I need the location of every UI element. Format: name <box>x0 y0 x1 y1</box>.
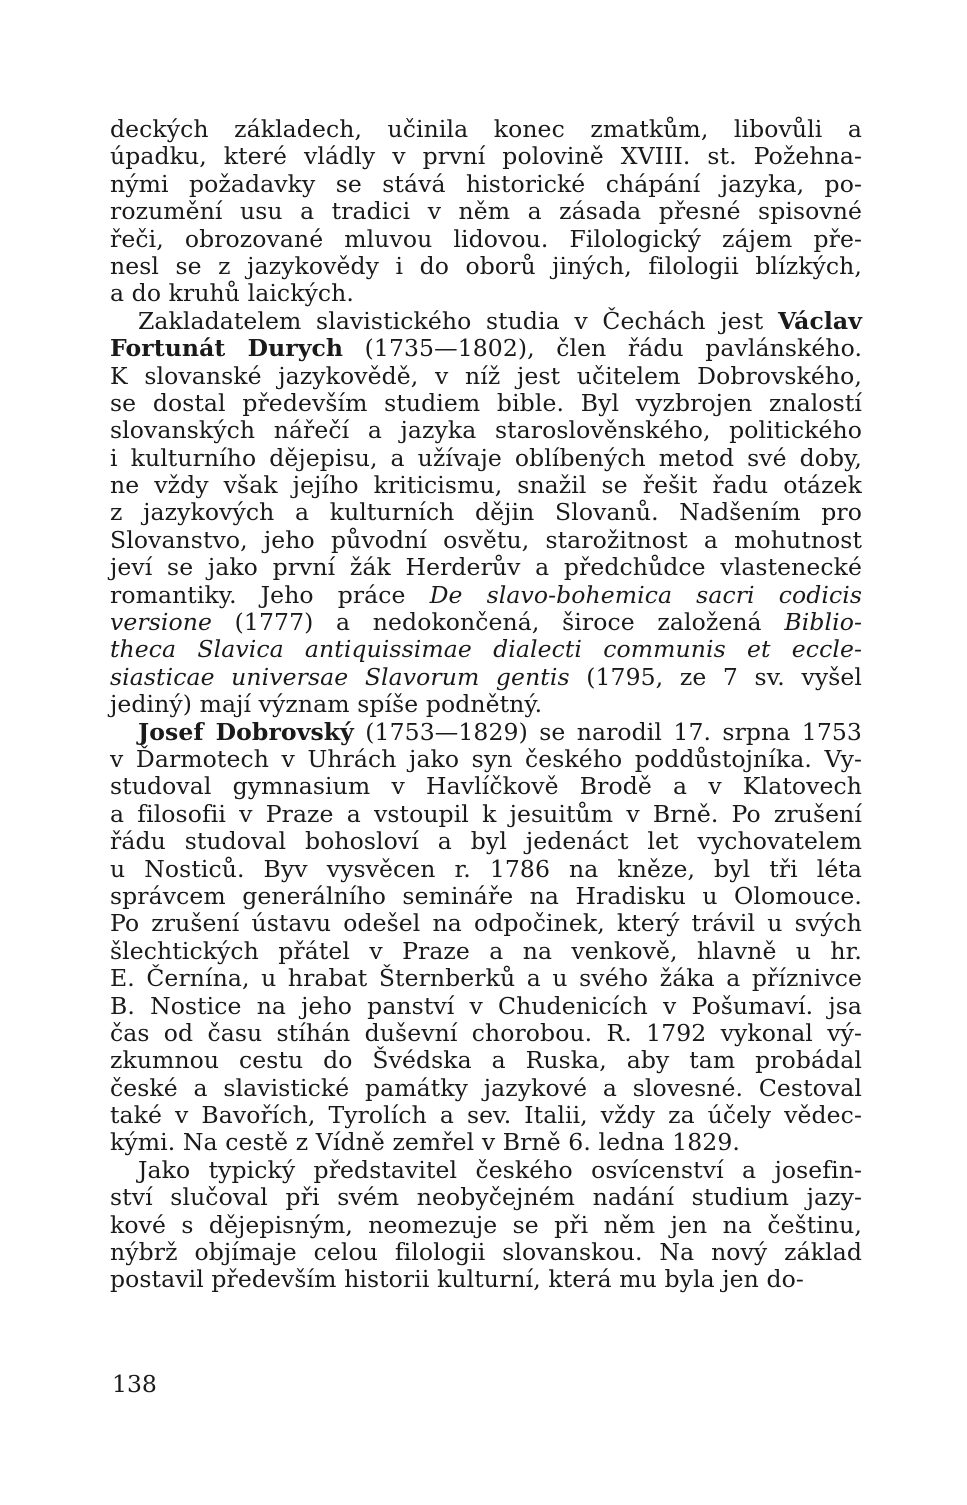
text-run: nesl se z jazykovědy i do oborů jiných, filologii blízkých, <box>110 251 862 280</box>
text-run: řeči, obrozované mluvou lidovou. Filologický zájem pře- <box>110 224 862 253</box>
paragraph <box>110 719 862 1157</box>
bold-name: Fortunát Durych <box>110 334 344 363</box>
italic-title: De slavo-bohemica sacri codicis <box>429 580 862 609</box>
paragraph <box>110 308 862 719</box>
text-line <box>110 171 862 198</box>
page-number: 138 <box>112 1370 157 1398</box>
text-run: K slovanské jazykovědě, v níž jest učitelem Dobrovského, <box>110 361 862 390</box>
text-line <box>110 417 862 444</box>
text-line <box>110 1266 862 1293</box>
text-run: deckých základech, učinila konec zmatkům, libovůli a <box>110 115 862 143</box>
text-line <box>110 445 862 472</box>
text-run: Po zrušení ústavu odešel na odpočinek, který trávil u svých <box>110 909 862 938</box>
text-line <box>110 1129 862 1156</box>
text-run: E. Černína, u hrabat Šternberků a u svého žáka a příznivce <box>110 964 862 993</box>
text-line <box>110 1020 862 1047</box>
text-run: řádu studoval bohosloví a byl jedenáct let vychovatelem <box>110 827 862 856</box>
text-line <box>110 910 862 937</box>
text-run: romantiky. Jeho práce <box>110 580 430 609</box>
bold-name: Václav <box>777 306 862 335</box>
text-run: čas od času stíhán duševní chorobou. R. 1792 vykonal vý- <box>110 1018 862 1047</box>
text-run: (1777) a nedokončená, široce založená <box>211 608 785 637</box>
text-line <box>110 691 862 718</box>
text-run: správcem generálního semináře na Hradisku u Olomouce. <box>110 881 862 910</box>
text-line <box>110 253 862 280</box>
text-run: (1795, ze 7 sv. vyšel <box>569 662 862 691</box>
text-line <box>110 1102 862 1129</box>
text-run: také v Bavořích, Tyrolích a sev. Italii, vždy za účely vědec- <box>110 1101 862 1130</box>
text-line <box>110 1239 862 1266</box>
text-run: zkumnou cestu do Švédska a Ruska, aby tam probádal <box>110 1046 862 1075</box>
text-run: a filosofii v Praze a vstoupil k jesuitům v Brně. Po zrušení <box>110 799 862 828</box>
text-line <box>110 828 862 855</box>
text-run: jediný) mají význam spíše podnětný. <box>110 690 543 719</box>
text-line <box>110 1184 862 1211</box>
text-line <box>110 773 862 800</box>
text-run: nýbrž objímaje celou filologii slovanskou. Na nový základ <box>110 1238 862 1267</box>
bold-name: Josef Dobrovský <box>138 717 354 746</box>
text-line <box>110 719 862 746</box>
body-text <box>110 116 862 1294</box>
text-run: úpadku, které vládly v první polovině XVIII. st. Požehna- <box>110 142 862 171</box>
text-line <box>110 335 862 362</box>
text-line <box>110 1047 862 1074</box>
text-line <box>110 883 862 910</box>
text-line <box>110 993 862 1020</box>
text-run: i kulturního dějepisu, a užívaje oblíbených metod své doby, <box>110 443 862 472</box>
text-run: jeví se jako první žák Herderův a předchůdce vlastenecké <box>110 553 862 582</box>
text-run: ství slučoval při svém neobyčejném nadání studium jazy- <box>110 1183 862 1212</box>
text-line <box>110 801 862 828</box>
italic-title: siasticae universae Slavorum gentis <box>110 662 570 691</box>
text-run: u Nosticů. Byv vysvěcen r. 1786 na kněze, byl tři léta <box>110 854 862 883</box>
text-line <box>110 1075 862 1102</box>
text-run: šlechtických přátel v Praze a na venkově, hlavně u hr. <box>110 936 862 965</box>
text-run: v Ďarmotech v Uhrách jako syn českého poddůstojníka. Vy- <box>110 744 862 773</box>
text-run: z jazykových a kulturních dějin Slovanů. Nadšením pro <box>110 498 862 527</box>
text-line <box>110 746 862 773</box>
text-line <box>110 308 862 335</box>
text-line <box>110 390 862 417</box>
text-line <box>110 363 862 390</box>
text-run: slovanských nářečí a jazyka staroslověnského, politického <box>110 416 862 445</box>
text-run: a do kruhů laických. <box>110 279 354 308</box>
text-line <box>110 1157 862 1184</box>
text-line <box>110 554 862 581</box>
text-line <box>110 636 862 663</box>
text-run: Jako typický představitel českého osvícenství a josefin- <box>138 1155 862 1184</box>
text-run: (1753—1829) se narodil 17. srpna 1753 <box>353 717 862 746</box>
text-line <box>110 226 862 253</box>
text-run: nými požadavky se stává historické chápání jazyka, po- <box>110 169 862 198</box>
text-line <box>110 938 862 965</box>
text-line <box>110 472 862 499</box>
text-run: Zakladatelem slavistického studia v Čechách jest <box>138 306 778 335</box>
italic-title: theca Slavica antiquissimae dialecti communis et eccle- <box>110 635 862 664</box>
text-run: ne vždy však jejího kriticismu, snažil se řešit řadu otázek <box>110 471 862 500</box>
text-line <box>110 143 862 170</box>
text-run: se dostal především studiem bible. Byl vyzbrojen znalostí <box>110 388 862 417</box>
italic-title: versione <box>110 608 212 637</box>
text-run: Slovanstvo, jeho původní osvětu, starožitnost a mohutnost <box>110 525 862 554</box>
text-run: kými. Na cestě z Vídně zemřel v Brně 6. ledna 1829. <box>110 1128 740 1157</box>
text-line <box>110 965 862 992</box>
text-line <box>110 116 862 143</box>
text-line <box>110 527 862 554</box>
text-line <box>110 499 862 526</box>
text-line <box>110 609 862 636</box>
text-run: rozumění usu a tradici v něm a zásada přesné spisovné <box>110 197 862 226</box>
text-line <box>110 582 862 609</box>
text-run: české a slavistické památky jazykové a slovesné. Cestoval <box>110 1073 862 1102</box>
text-run: postavil především historii kulturní, která mu byla jen do- <box>110 1265 804 1294</box>
paragraph <box>110 1157 862 1294</box>
paragraph <box>110 116 862 308</box>
text-run: (1735—1802), člen řádu pavlánského. <box>343 334 863 363</box>
text-line <box>110 856 862 883</box>
text-run: studoval gymnasium v Havlíčkově Brodě a v Klatovech <box>110 772 862 801</box>
text-line <box>110 198 862 225</box>
text-line <box>110 280 862 307</box>
text-line <box>110 1212 862 1239</box>
italic-title: Biblio- <box>784 608 862 637</box>
text-line <box>110 664 862 691</box>
text-run: B. Nostice na jeho panství v Chudenicích v Pošumaví. jsa <box>110 991 862 1020</box>
text-run: kové s dějepisným, neomezuje se při něm jen na češtinu, <box>110 1210 862 1239</box>
